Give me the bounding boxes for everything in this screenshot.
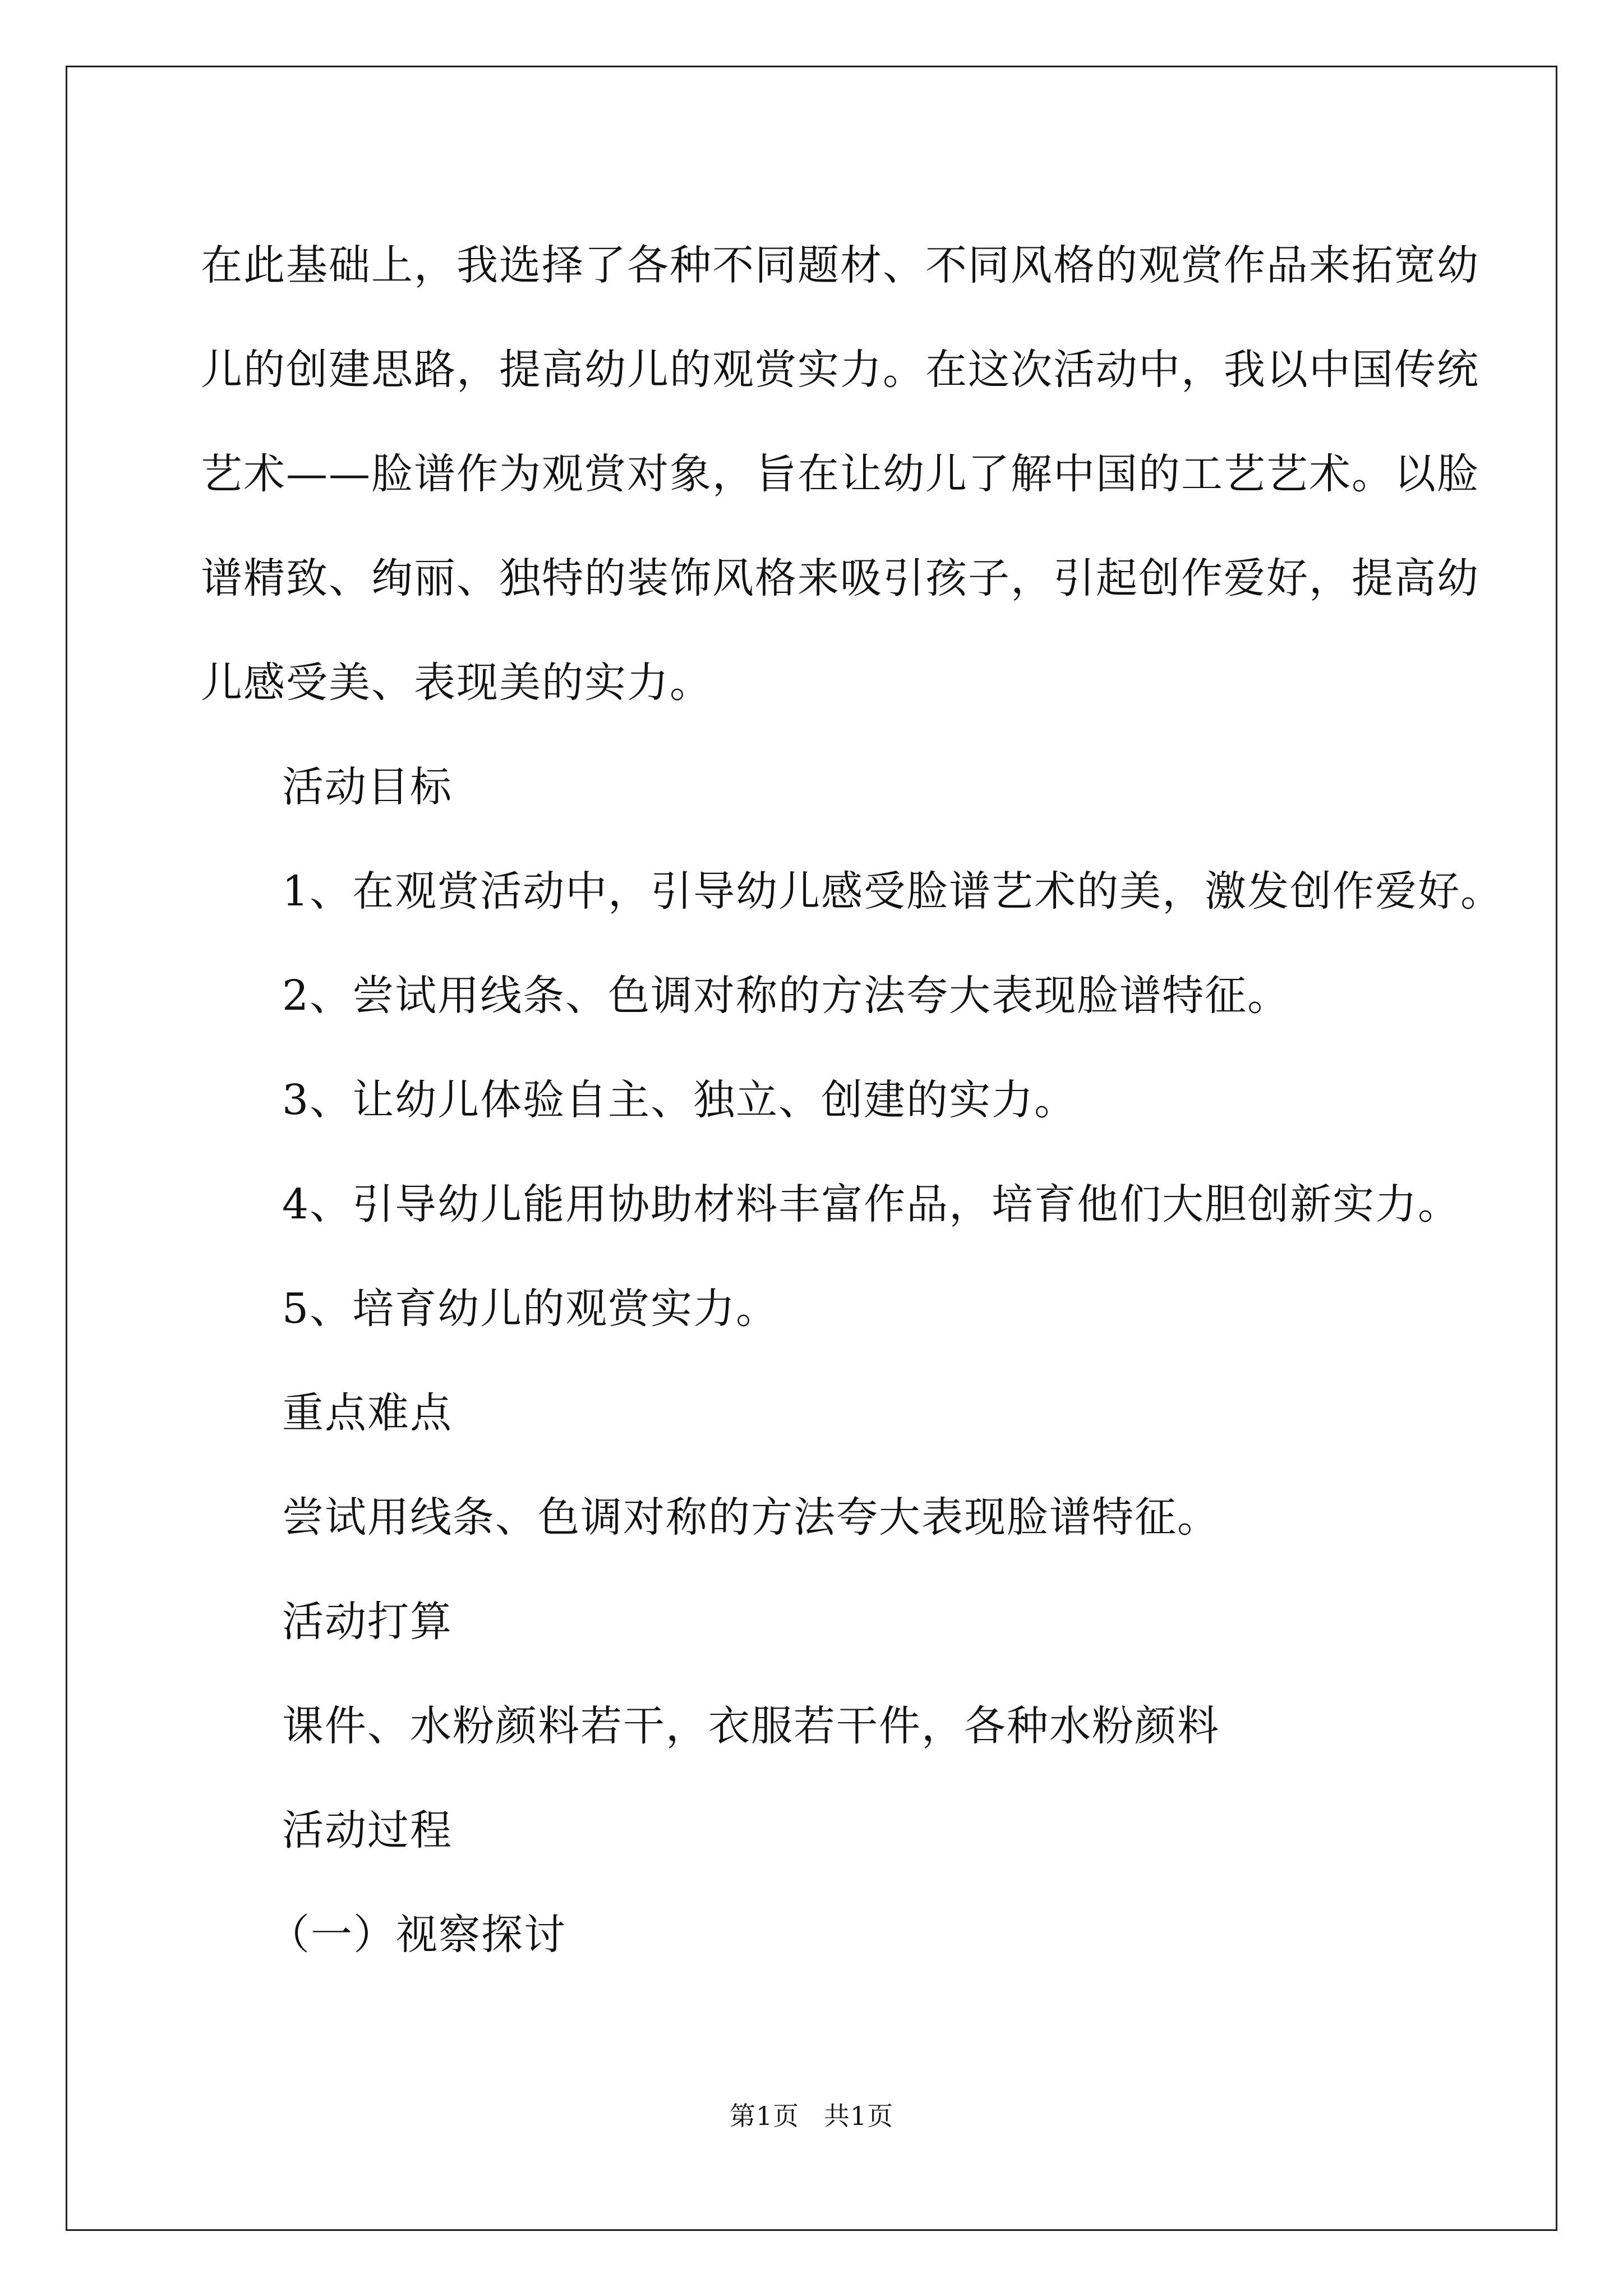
goals-heading: 活动目标 <box>282 763 453 811</box>
page-footer <box>0 2096 1623 2133</box>
intro-line: 儿感受美、表现美的实力。 <box>201 659 712 707</box>
key-points-heading: 重点难点 <box>282 1389 453 1437</box>
document-body <box>201 213 1504 1987</box>
preparation-text: 课件、水粉颜料若干，衣服若干件，各种水粉颜料 <box>282 1702 1220 1750</box>
intro-line: 艺术——脸谱作为观赏对象，旨在让幼儿了解中国的工艺艺术。以脸 <box>201 450 1479 498</box>
intro-line: 谱精致、绚丽、独特的装饰风格来吸引孩子，引起创作爱好，提高幼 <box>201 554 1479 602</box>
key-points-text: 尝试用线条、色调对称的方法夸大表现脸谱特征。 <box>282 1493 1220 1542</box>
goal-item: 2、尝试用线条、色调对称的方法夸大表现脸谱特征。 <box>282 972 1290 1020</box>
page-number: 第1页 <box>729 2101 800 2131</box>
intro-line: 在此基础上，我选择了各种不同题材、不同风格的观赏作品来拓宽幼 <box>201 241 1479 289</box>
goal-item: 3、让幼儿体验自主、独立、创建的实力。 <box>282 1076 1077 1124</box>
preparation-heading: 活动打算 <box>282 1598 453 1646</box>
goal-item: 5、培育幼儿的观赏实力。 <box>282 1285 779 1333</box>
goal-item: 1、在观赏活动中，引导幼儿感受脸谱艺术的美，激发创作爱好。 <box>282 867 1504 915</box>
intro-line: 儿的创建思路，提高幼儿的观赏实力。在这次活动中，我以中国传统 <box>201 346 1479 394</box>
process-step: （一）视察探讨 <box>268 1911 566 1959</box>
page-total: 共1页 <box>823 2101 894 2131</box>
goal-item: 4、引导幼儿能用协助材料丰富作品，培育他们大胆创新实力。 <box>282 1180 1461 1228</box>
process-heading: 活动过程 <box>282 1806 453 1855</box>
